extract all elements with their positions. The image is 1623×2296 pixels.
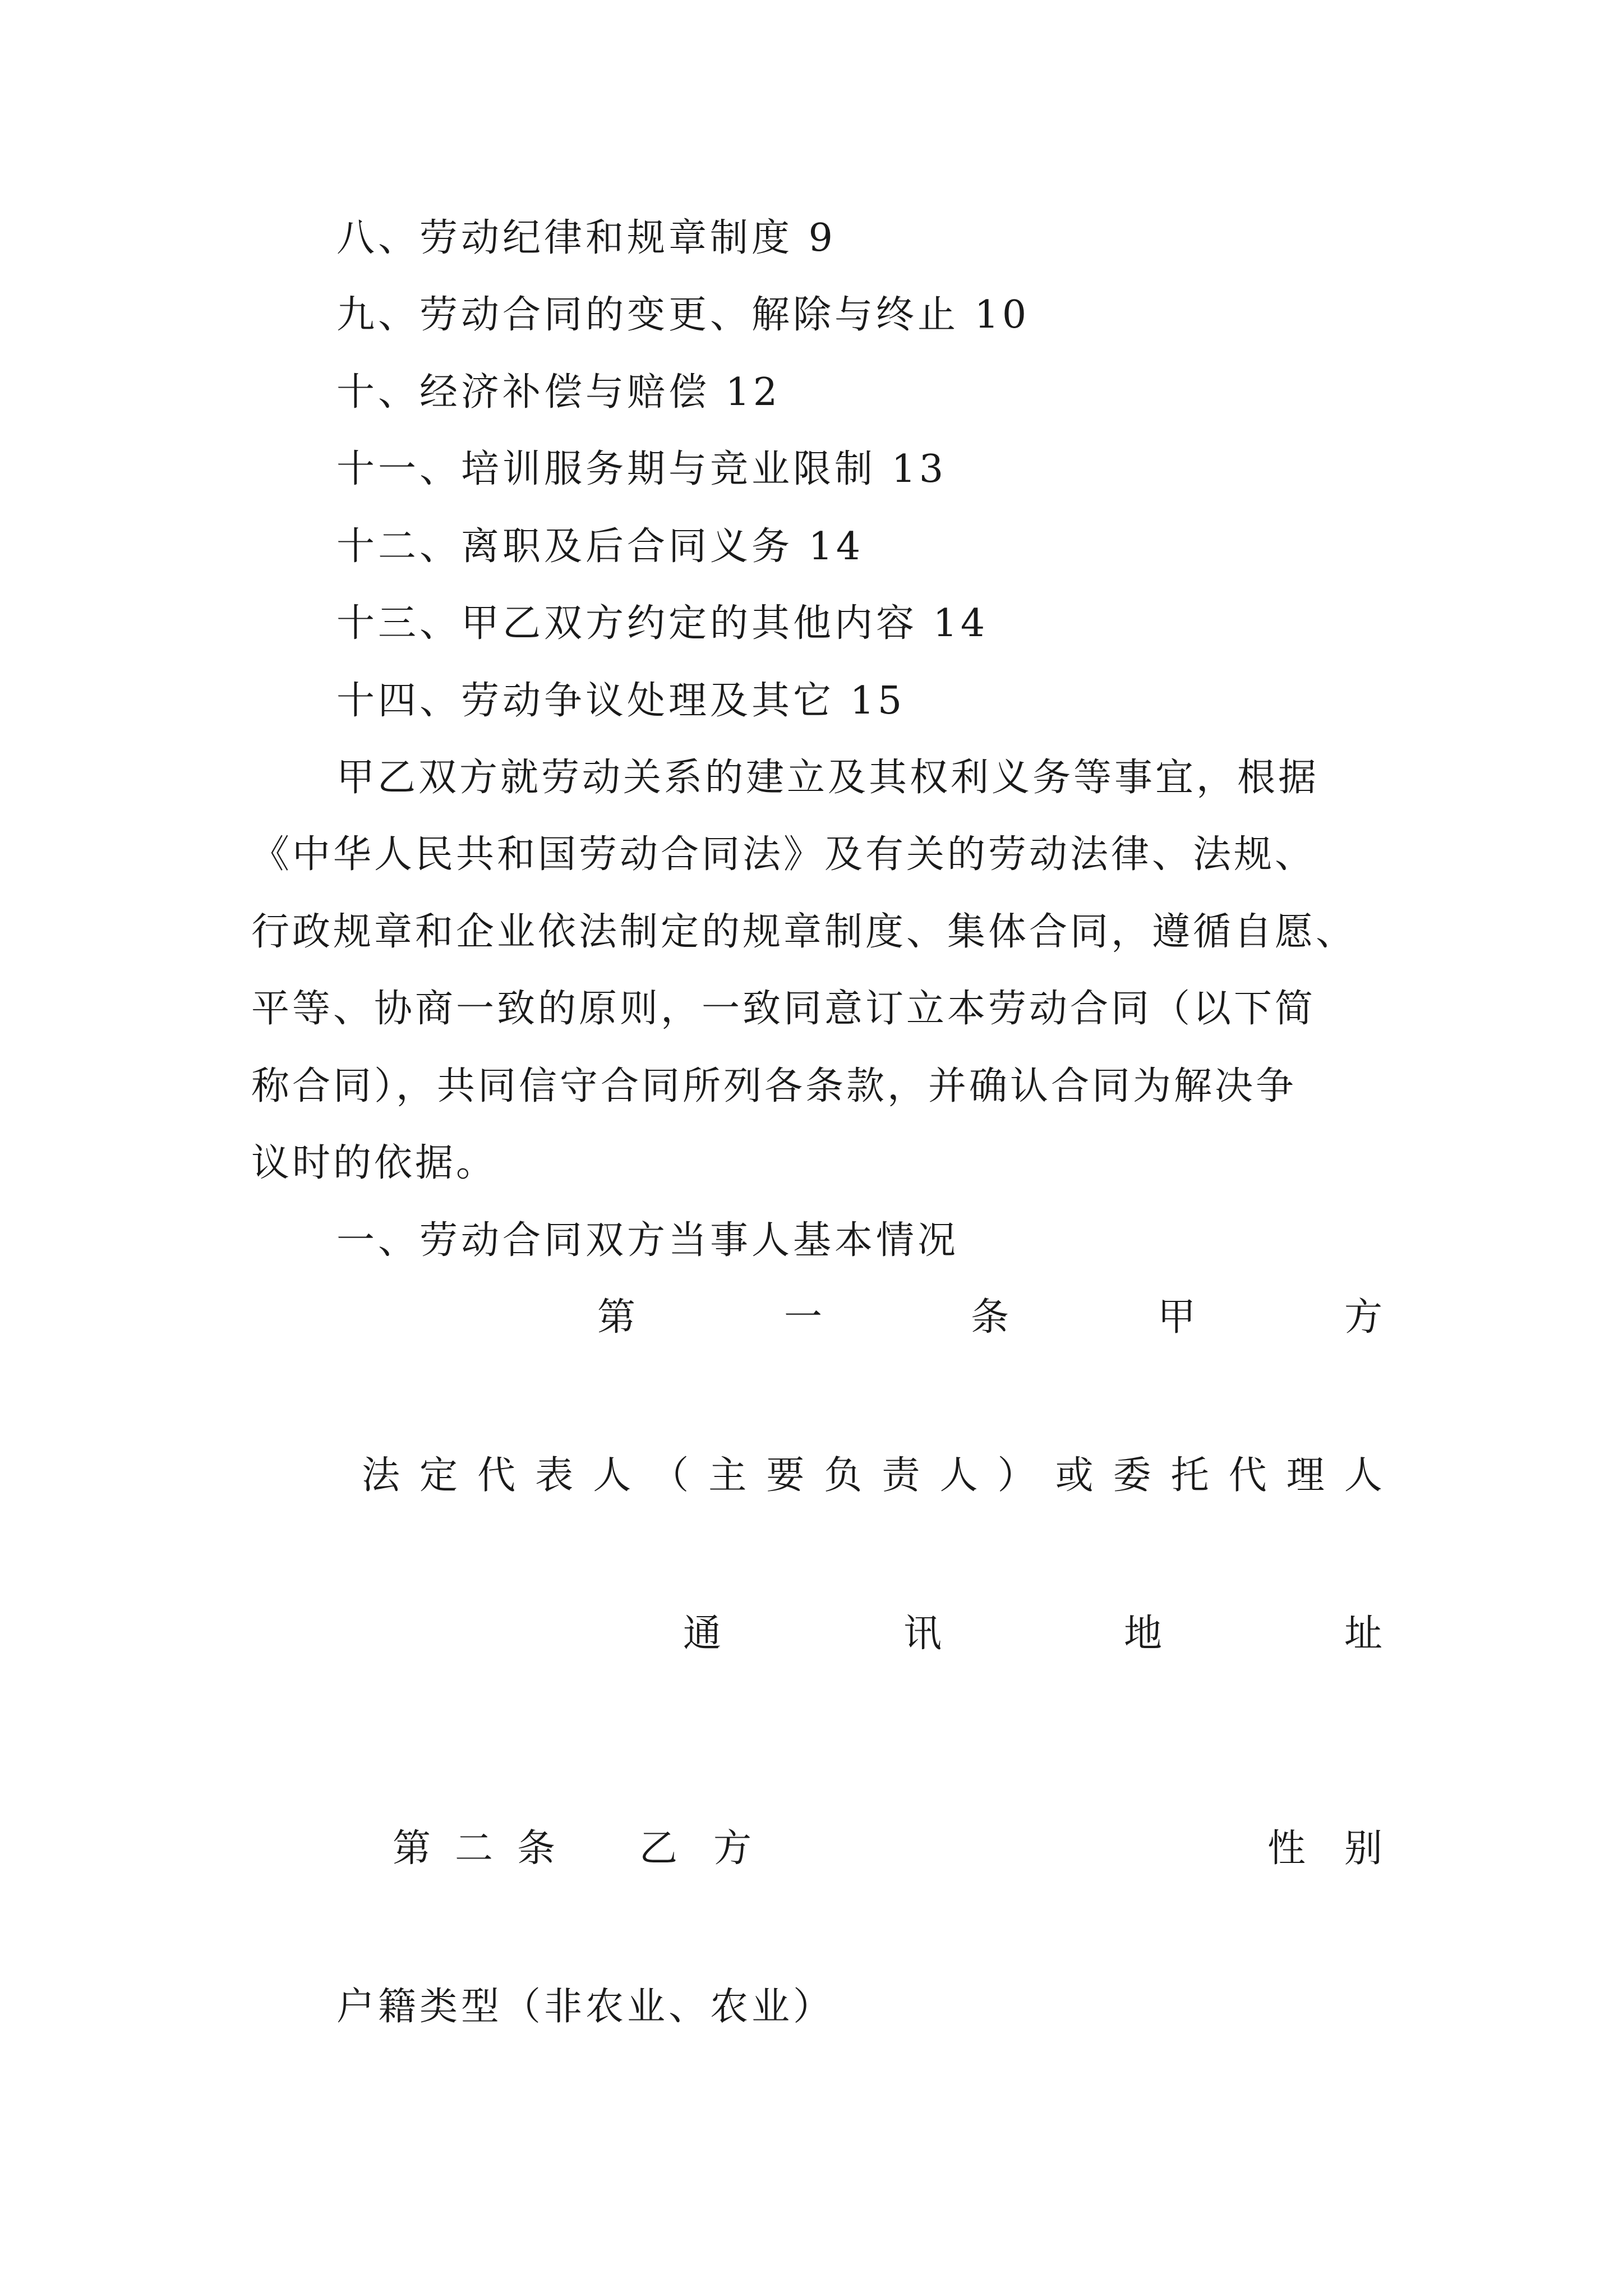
gender-label	[1267, 1826, 1382, 1871]
intro-line-3: 行政规章和企业依法制定的规章制度、集体合同，遵循自愿、	[251, 910, 1357, 954]
rep-char: （	[651, 1453, 689, 1498]
address-char: 讯	[903, 1612, 942, 1656]
toc-item-12: 十二、离职及后合同义务 14	[336, 524, 864, 569]
rep-char: 负	[824, 1453, 863, 1498]
intro-line-2: 《中华人民共和国劳动合同法》及有关的劳动法律、法规、	[251, 832, 1316, 877]
rep-char: 委	[1113, 1453, 1151, 1498]
section-one-heading: 一、劳动合同双方当事人基本情况	[336, 1218, 960, 1263]
article-two-char: 第	[393, 1826, 431, 1871]
rep-char: 表	[535, 1453, 574, 1498]
party-b-char: 乙	[639, 1826, 678, 1871]
rep-char: 定	[419, 1453, 458, 1498]
rep-char: 人	[1344, 1453, 1382, 1498]
toc-item-11: 十一、培训服务期与竞业限制 13	[336, 447, 947, 491]
gender-char: 性	[1267, 1826, 1306, 1871]
rep-char: 人	[939, 1453, 978, 1498]
article-one-char: 甲	[1157, 1295, 1196, 1340]
article-one-char: 方	[1344, 1295, 1382, 1340]
rep-char: 主	[708, 1453, 747, 1498]
rep-char: 代	[1228, 1453, 1267, 1498]
toc-item-10: 十、经济补偿与赔偿 12	[336, 370, 781, 415]
article-one-char: 一	[783, 1295, 822, 1340]
rep-char: 托	[1170, 1453, 1209, 1498]
intro-line-6: 议时的依据。	[251, 1141, 497, 1185]
toc-item-14: 十四、劳动争议处理及其它 15	[336, 679, 906, 723]
rep-char: 责	[882, 1453, 920, 1498]
address-char: 址	[1344, 1612, 1382, 1656]
intro-line-4: 平等、协商一致的原则，一致同意订立本劳动合同（以下简	[251, 987, 1316, 1031]
rep-char: 要	[766, 1453, 805, 1498]
address-char: 地	[1123, 1612, 1162, 1656]
article-two-char: 条	[517, 1826, 555, 1871]
gender-char: 别	[1344, 1826, 1382, 1871]
rep-char: 人	[593, 1453, 631, 1498]
toc-item-9: 九、劳动合同的变更、解除与终止 10	[336, 293, 1030, 337]
intro-line-1: 甲乙双方就劳动关系的建立及其权利义务等事宜，根据	[336, 756, 1320, 800]
rep-char: 或	[1055, 1453, 1094, 1498]
article-one-char: 条	[970, 1295, 1009, 1340]
article-two-char: 二	[454, 1826, 493, 1871]
rep-char: 代	[477, 1453, 516, 1498]
party-b-char: 方	[713, 1826, 751, 1871]
article-one-party-a	[597, 1295, 1382, 1340]
intro-line-5: 称合同），共同信守合同所列各条款，并确认合同为解决争	[251, 1064, 1297, 1108]
toc-item-13: 十三、甲乙双方约定的其他内容 14	[336, 601, 989, 646]
party-b-label	[639, 1826, 751, 1871]
rep-char: ）	[997, 1453, 1036, 1498]
rep-char: 理	[1286, 1453, 1325, 1498]
article-two-label	[393, 1826, 555, 1871]
article-one-char: 第	[597, 1295, 636, 1340]
household-type-label: 户籍类型（非农业、农业）	[336, 1985, 835, 2029]
legal-representative-label	[362, 1453, 1382, 1498]
address-label	[683, 1612, 1382, 1657]
address-char: 通	[683, 1612, 722, 1656]
toc-item-8: 八、劳动纪律和规章制度 9	[336, 216, 836, 260]
rep-char: 法	[362, 1453, 400, 1498]
